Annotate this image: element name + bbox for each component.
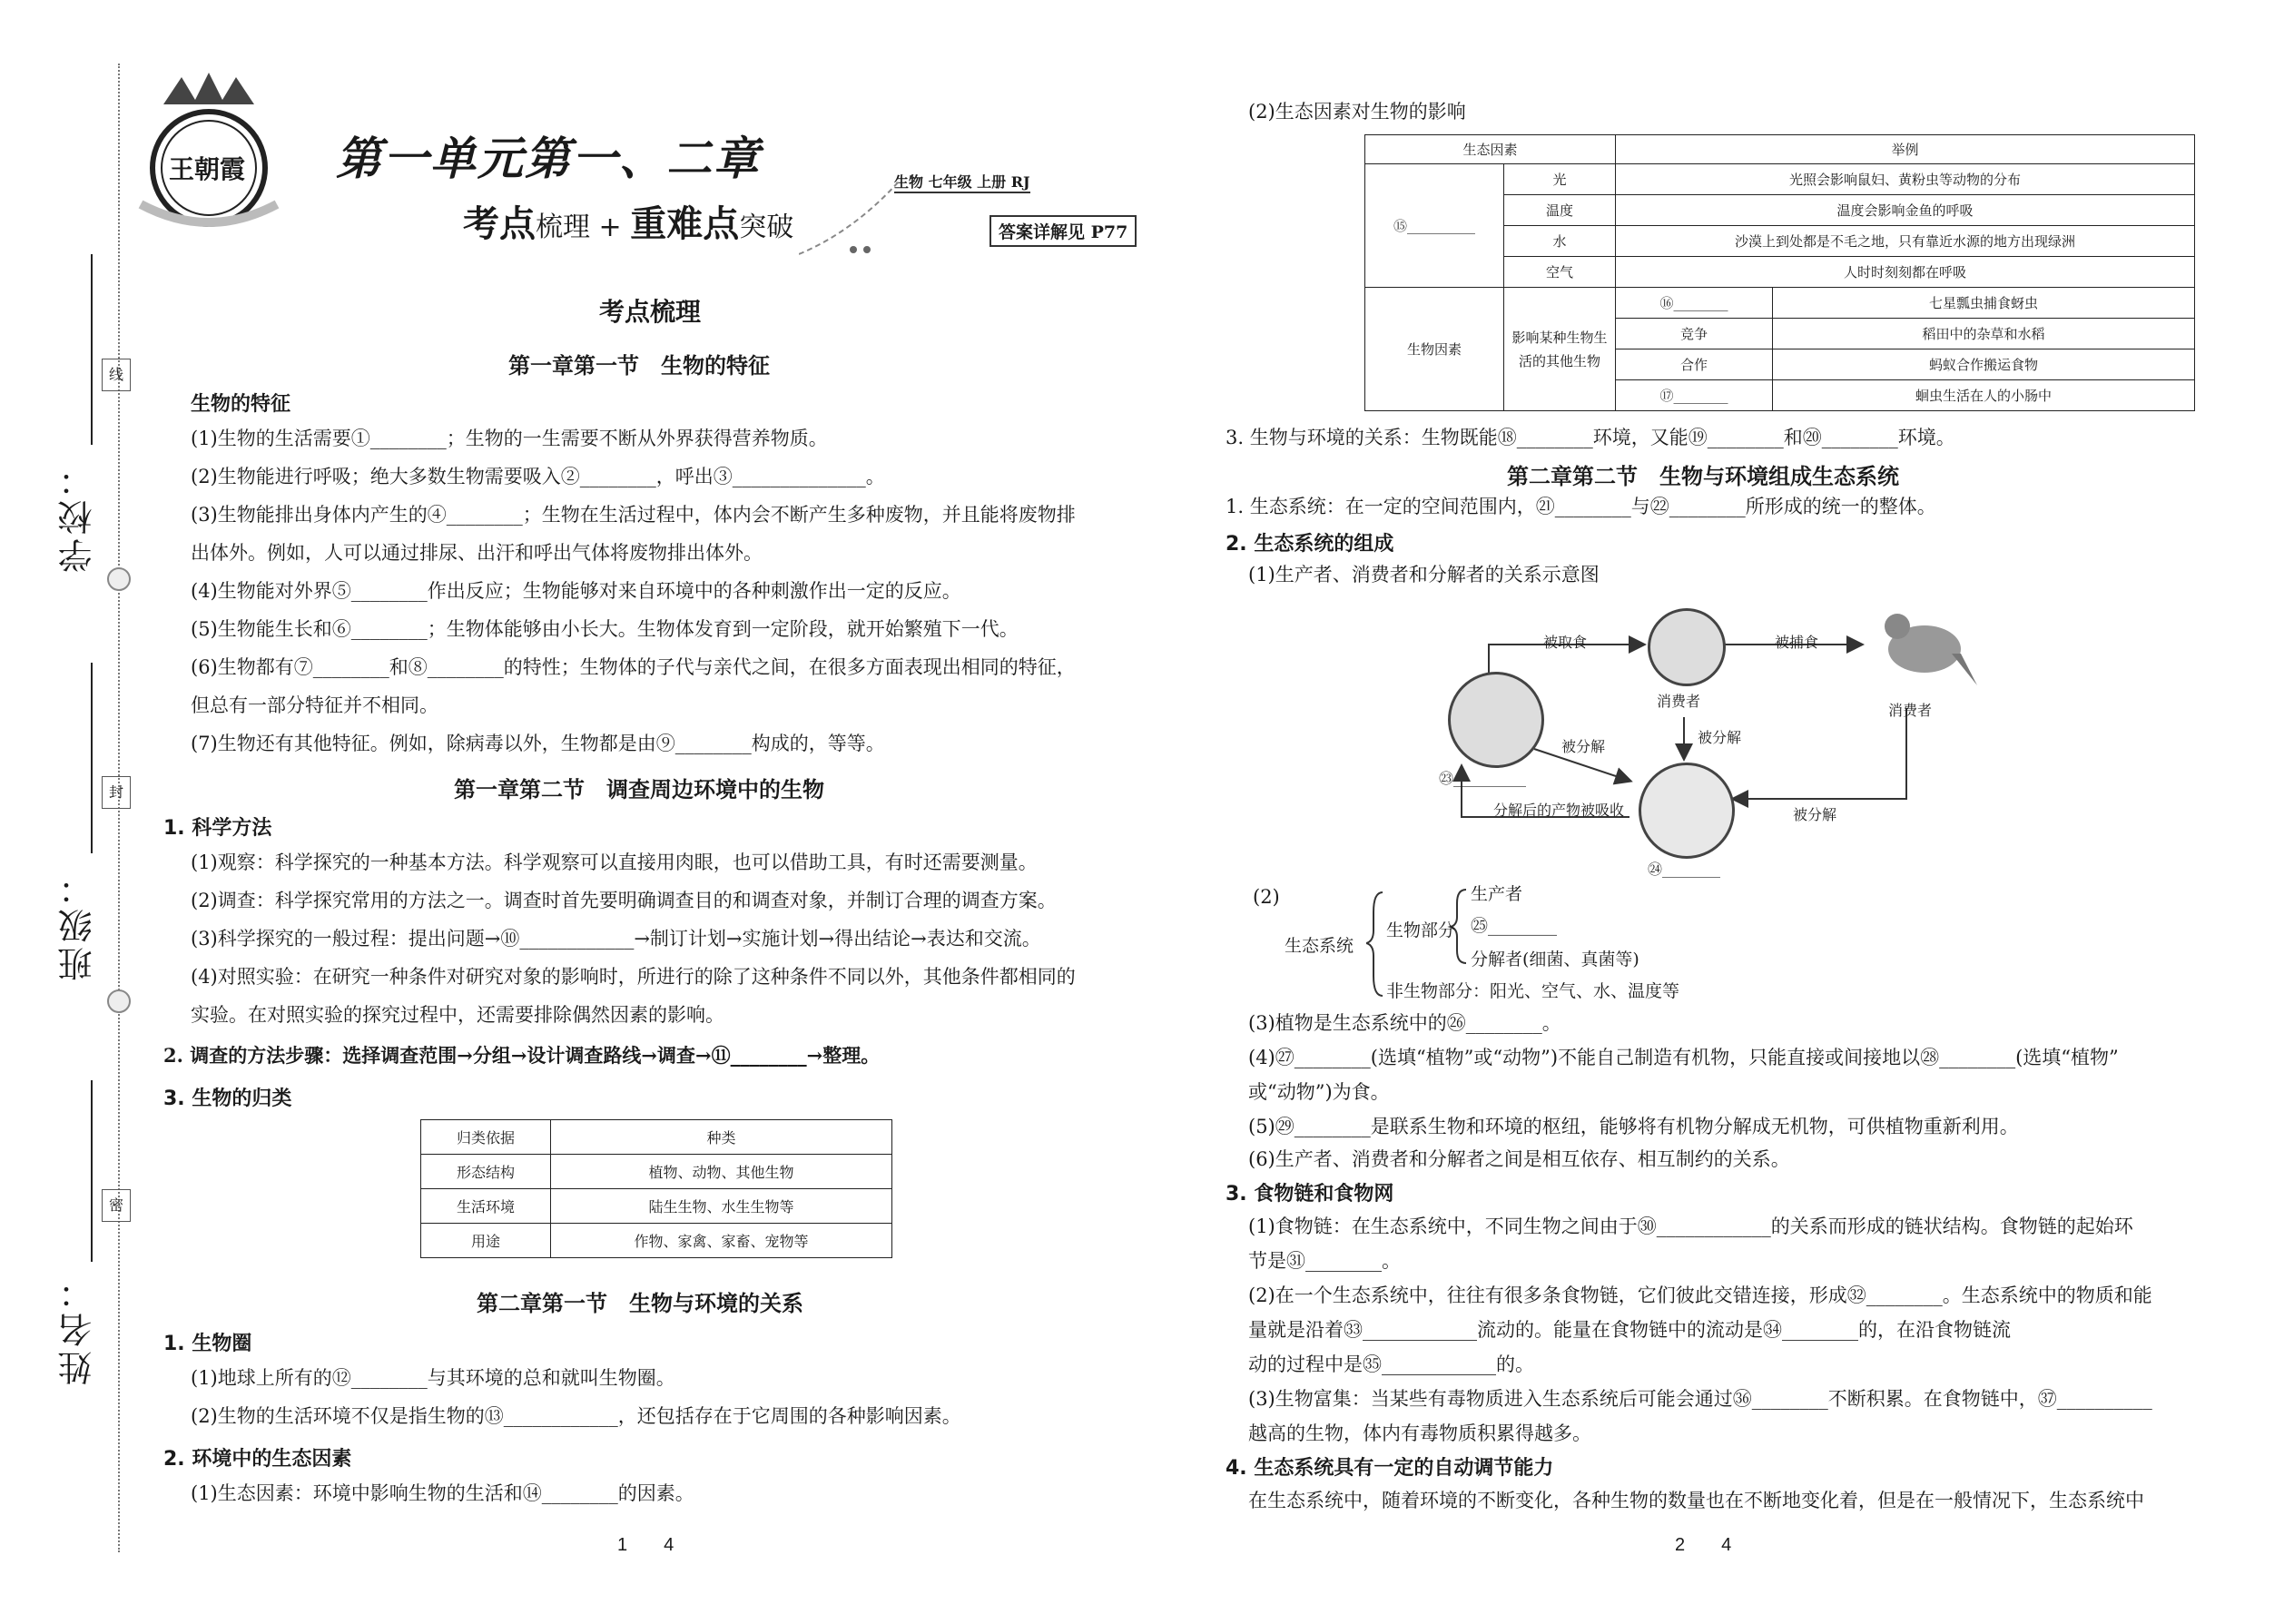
- class-label: 班级：: [58, 867, 98, 981]
- producer-plant-icon: [1448, 672, 1544, 768]
- topic-heading: 2. 生态系统的组成: [1226, 533, 1394, 556]
- text-line: 实验。在对照实验的探究过程中，还需要排除偶然因素的影响。: [191, 1004, 724, 1026]
- table-header: 生态因素: [1365, 135, 1616, 164]
- text-line: (7)生物还有其他特征。例如，除病毒以外，生物都是由⑨________构成的，等等。: [191, 733, 885, 754]
- table-header: 归类依据: [421, 1120, 551, 1155]
- text-line: (6)生产者、消费者和分解者之间是相互依存、相互制约的关系。: [1248, 1148, 1790, 1170]
- text-line: 但总有一部分特征并不相同。: [191, 694, 438, 716]
- diagram-label: 被分解: [1698, 729, 1742, 746]
- subtitle-part: 重难点: [630, 203, 740, 245]
- page-number: 2 4: [1675, 1535, 1732, 1555]
- topic-heading: 3. 生物的归类: [163, 1088, 292, 1110]
- text-line: 节是㉛________。: [1248, 1250, 1401, 1272]
- logo-text: 王朝霞: [169, 154, 246, 184]
- tree-bio-part: 生物部分: [1386, 920, 1456, 940]
- topic-heading: 生物的特征: [191, 393, 291, 416]
- school-field[interactable]: [91, 254, 93, 445]
- topic-heading: 1. 生物圈: [163, 1333, 252, 1355]
- school-label: 学校：: [58, 458, 98, 573]
- text-line: (3)植物是生态系统中的㉖________。: [1248, 1012, 1561, 1034]
- text-line: (4)生物能对外界⑤________作出反应；生物能够对来自环境中的各种刺激作出一定的反应。: [191, 580, 961, 602]
- table-cell: 七星瓢虫捕食蚜虫: [1773, 288, 2195, 319]
- text-line: (3)生物能排出身体内产生的④________；生物在生活过程中，体内会不断产生多种废物，并且能将废物排: [191, 504, 1076, 526]
- text-line: (4)㉗________(选填“植物”或“动物”)不能自己制造有机物，只能直接或间接地以㉘________(选填“植物”: [1248, 1047, 2119, 1068]
- table-cell: 影响某种生物生活的其他生物: [1504, 288, 1616, 411]
- tree-nonbio-part: 非生物部分：阳光、空气、水、温度等: [1386, 981, 1680, 1001]
- topic-heading: 2. 环境中的生态因素: [163, 1448, 352, 1471]
- table-header: 种类: [551, 1120, 892, 1155]
- text-line: (2)生物的生活环境不仅是指生物的⑬____________，还包括存在于它周围的各种影响因素。: [191, 1405, 961, 1427]
- table-cell: 生物因素: [1365, 288, 1504, 411]
- tree-decomposer: 分解者(细菌、真菌等): [1471, 950, 1639, 969]
- page-subtitle: [463, 195, 793, 247]
- course-meta: 生物 七年级 上册 RJ: [894, 171, 1030, 193]
- table-cell: 形态结构: [421, 1155, 551, 1189]
- text-line: 出体外。例如，人可以通过排尿、出汗和呼出气体将废物排出体外。: [191, 542, 763, 564]
- caterpillar-consumer-icon: [1648, 608, 1726, 686]
- page-number: 1 4: [617, 1535, 674, 1555]
- text-line: (4)对照实验：在研究一种条件对研究对象的影响时，所进行的除了这种条件不同以外，其他条件都相同的: [191, 966, 1076, 988]
- text-line: 1. 生态系统：在一定的空间范围内，㉑________与㉒________所形成的统一的整体。: [1226, 496, 1936, 517]
- text-line: 或“动物”)为食。: [1248, 1081, 1390, 1103]
- classification-table: [420, 1119, 892, 1258]
- table-cell: 作物、家禽、家畜、宠物等: [551, 1224, 892, 1258]
- text-line: (2)在一个生态系统中，往往有很多条食物链，它们彼此交错连接，形成㉜________。生态系统中的物质和能: [1248, 1284, 2152, 1306]
- table-cell: 人时时刻刻都在呼吸: [1616, 257, 2195, 288]
- bird-consumer-icon: [1870, 590, 1979, 699]
- text-line: (5)㉙________是联系生物和环境的枢纽，能够将有机物分解成无机物，可供植物重新利用。: [1248, 1116, 2019, 1137]
- text-line: (1)食物链：在生态系统中，不同生物之间由于㉚____________的关系而形成的链状结构。食物链的起始环: [1248, 1216, 2133, 1237]
- binding-hole-icon: [107, 989, 131, 1013]
- table-cell: 生活环境: [421, 1189, 551, 1224]
- binding-mark-seal: 封: [102, 776, 131, 809]
- text-line: (3)生物富集：当某些有毒物质进入生态系统后可能会通过㊱________不断积累。在食物链中，㊲__________: [1248, 1388, 2152, 1410]
- tree-producer: 生产者: [1471, 884, 1523, 904]
- table-cell: ⑮__________: [1365, 164, 1504, 288]
- diagram-label: 被取食: [1543, 634, 1588, 651]
- chapter-heading: 第一章第一节 生物的特征: [508, 353, 770, 379]
- binding-hole-icon: [107, 567, 131, 591]
- unit-title: 第一单元第一、二章: [336, 133, 761, 185]
- subtitle-part: 梳理 +: [536, 212, 631, 243]
- text-line: (6)生物都有⑦________和⑧________的特性；生物体的子代与亲代之间，在很多方面表现出相同的特征，: [191, 656, 1076, 678]
- decomposer-microbe-icon: [1639, 763, 1735, 859]
- text-line: (2)生态因素对生物的影响: [1248, 101, 1466, 123]
- text-line: (1)生物的生活需要①________；生物的一生需要不断从外界获得营养物质。: [191, 428, 828, 449]
- text-line: (2)生物能进行呼吸；绝大多数生物需要吸入②________，呼出③______________。: [191, 466, 885, 487]
- binding-mark-line: 线: [102, 359, 131, 391]
- chapter-heading: 第二章第一节 生物与环境的关系: [477, 1291, 803, 1316]
- diagram-label: 被分解: [1793, 806, 1837, 823]
- binding-mark-secret: 密: [102, 1189, 131, 1222]
- topic-heading: 3. 食物链和食物网: [1226, 1183, 1394, 1206]
- name-label: 姓名：: [58, 1271, 98, 1385]
- table-cell: 用途: [421, 1224, 551, 1258]
- tree-root: 生态系统: [1285, 936, 1354, 956]
- text-line: (3)科学探究的一般过程：提出问题→⑩____________→制订计划→实施计划→得出结论→表达和交流。: [191, 928, 1041, 950]
- text-line: (5)生物能生长和⑥________；生物体能够由小长大。生物体发育到一定阶段，就开始繁殖下一代。: [191, 618, 1019, 640]
- table-cell: 光照会影响鼠妇、黄粉虫等动物的分布: [1616, 164, 2195, 195]
- text-line: (2)调查：科学探究常用的方法之一。调查时首先要明确调查目的和调查对象，并制订合理的调查方案。: [191, 890, 1057, 911]
- subtitle-part: 考点: [463, 203, 536, 245]
- answer-reference: 答案详解见 P77: [989, 215, 1137, 247]
- table-cell: 温度会影响金鱼的呼吸: [1616, 195, 2195, 226]
- table-header: 举例: [1616, 135, 2195, 164]
- diagram-label: 消费者: [1888, 702, 1933, 719]
- diagram-label: 被捕食: [1775, 634, 1819, 651]
- table-cell: 植物、动物、其他生物: [551, 1155, 892, 1189]
- decorative-swirl-icon: [799, 177, 908, 259]
- text-line: 量就是沿着㉝____________流动的。能量在食物链中的流动是㉞________的，在沿食物链流: [1248, 1319, 2011, 1341]
- eco-factor-table: [1364, 134, 2195, 411]
- table-cell: 稻田中的杂草和水稻: [1773, 319, 2195, 349]
- diagram-label: 消费者: [1657, 693, 1701, 710]
- class-field[interactable]: [91, 663, 93, 853]
- text-line: 动的过程中是㉟____________的。: [1248, 1353, 1534, 1375]
- table-cell: 温度: [1504, 195, 1616, 226]
- text-line: (1)生态因素：环境中影响生物的生活和⑭________的因素。: [191, 1482, 694, 1504]
- text-line: 在生态系统中，随着环境的不断变化，各种生物的数量也在不断地变化着，但是在一般情况下，生态系统中: [1248, 1490, 2144, 1511]
- text-line: (1)生产者、消费者和分解者的关系示意图: [1248, 564, 1600, 586]
- diagram-label: ㉔________: [1648, 861, 1721, 878]
- topic-heading: 4. 生态系统具有一定的自动调节能力: [1226, 1457, 1554, 1480]
- text-line: 越高的生物，体内有毒物质积累得越多。: [1248, 1422, 1591, 1444]
- chapter-heading: 第一章第二节 调查周边环境中的生物: [454, 777, 824, 802]
- chapter-heading: 第二章第二节 生物与环境组成生态系统: [1507, 464, 1899, 489]
- diagram-label: 被分解: [1561, 738, 1606, 755]
- tree-blank: ㉕________: [1471, 916, 1558, 936]
- subtitle-part: 突破: [739, 212, 794, 243]
- table-cell: 合作: [1616, 349, 1773, 380]
- text-line: (1)地球上所有的⑫________与其环境的总和就叫生物圈。: [191, 1367, 675, 1389]
- table-cell: 沙漠上到处都是不毛之地，只有靠近水源的地方出现绿洲: [1616, 226, 2195, 257]
- tree-label: (2): [1253, 886, 1280, 908]
- topic-heading: 2. 调查的方法步骤：选择调查范围→分组→设计调查路线→调查→⑪________→整理。: [163, 1044, 881, 1067]
- text-line: (1)观察：科学探究的一种基本方法。科学观察可以直接用肉眼，也可以借助工具，有时还需要测量。: [191, 851, 1038, 873]
- diagram-label: ㉓__________: [1439, 770, 1527, 787]
- table-cell: 光: [1504, 164, 1616, 195]
- section-title-kaodian: 考点梳理: [599, 297, 702, 327]
- name-field[interactable]: [91, 1080, 93, 1262]
- diagram-label: 分解后的产物被吸收: [1493, 802, 1625, 819]
- table-cell: 蚂蚁合作搬运食物: [1773, 349, 2195, 380]
- table-cell: ⑯________: [1616, 288, 1773, 319]
- table-cell: 水: [1504, 226, 1616, 257]
- ecosystem-diagram: [1434, 590, 1997, 881]
- table-cell: 蛔虫生活在人的小肠中: [1773, 380, 2195, 411]
- text-line: 3. 生物与环境的关系：生物既能⑱________环境，又能⑲________和⑳________环境。: [1226, 427, 1955, 448]
- topic-heading: 1. 科学方法: [163, 817, 272, 840]
- table-cell: 竞争: [1616, 319, 1773, 349]
- table-cell: ⑰________: [1616, 380, 1773, 411]
- table-cell: 空气: [1504, 257, 1616, 288]
- table-cell: 陆生生物、水生生物等: [551, 1189, 892, 1224]
